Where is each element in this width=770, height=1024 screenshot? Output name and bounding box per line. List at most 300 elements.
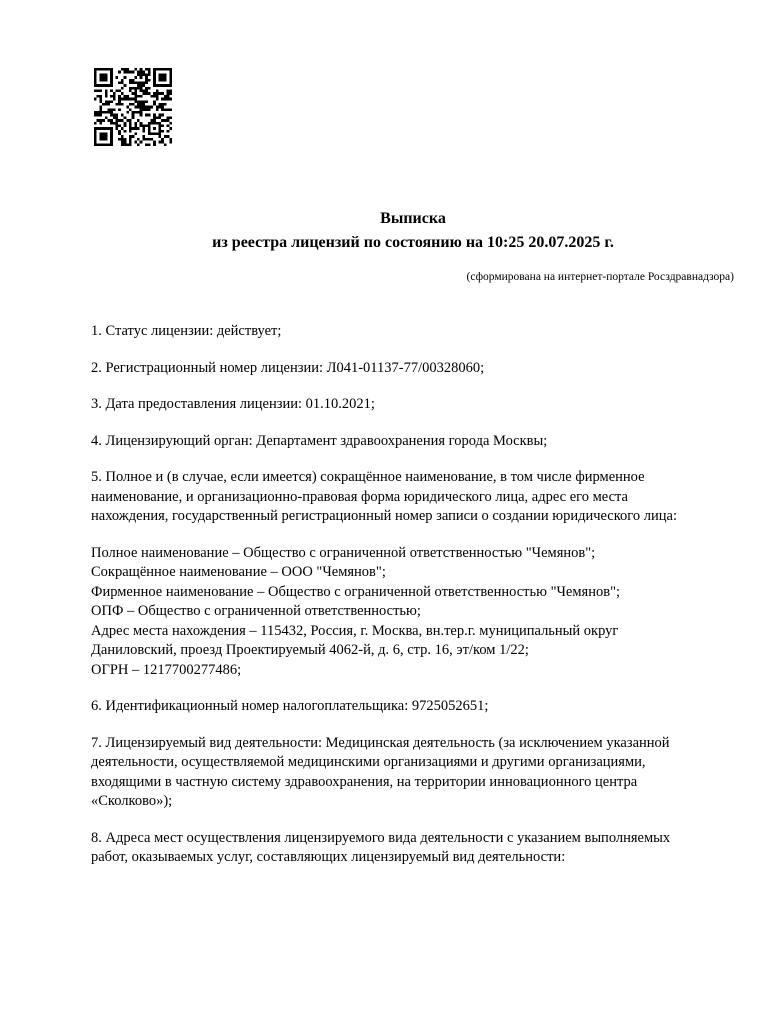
qr-module [102,111,105,114]
qr-module [161,124,164,127]
qr-module [169,108,172,111]
qr-module [121,98,124,101]
qr-module [129,108,132,111]
qr-module [142,92,145,95]
qr-module [159,103,162,106]
qr-module [153,127,156,130]
qr-module [132,79,135,82]
qr-module [167,90,170,93]
qr-module [150,119,153,122]
licensee-address-line2: Даниловский, проезд Проектируемый 4062-й, д. 6, стр. 16, эт/ком 1/22; [91,642,529,658]
qr-module [159,133,162,136]
qr-module [159,73,162,76]
qr-module [116,90,119,93]
qr-module [102,127,105,130]
qr-module [142,127,145,130]
qr-module [105,95,108,98]
qr-module [159,122,162,125]
qr-module [97,114,100,117]
qr-module [107,111,110,114]
qr-module [169,138,172,141]
qr-module [145,100,148,103]
qr-module [105,79,108,82]
qr-module [137,95,140,98]
qr-module [110,81,113,84]
qr-module [118,138,121,141]
qr-module [110,122,113,125]
qr-module [148,108,151,111]
qr-module [124,122,127,125]
qr-module [137,103,140,106]
qr-module [99,122,102,125]
qr-module [145,92,148,95]
qr-module [124,143,127,146]
qr-module [159,106,162,109]
qr-module [129,135,132,138]
qr-module [126,71,129,74]
qr-module [124,84,127,87]
qr-module [137,84,140,87]
qr-module [159,127,162,130]
qr-module [94,73,97,76]
document-title [0,208,770,254]
qr-module [169,76,172,79]
qr-module [137,71,140,74]
qr-module [99,76,102,79]
qr-module [148,124,151,127]
qr-module [153,114,156,117]
qr-module [140,124,143,127]
qr-module [150,138,153,141]
qr-module [99,135,102,138]
qr-module [153,79,156,82]
qr-module [110,119,113,122]
qr-module [145,114,148,117]
qr-module [94,122,97,125]
qr-module [169,79,172,82]
qr-module [145,108,148,111]
licensee-short-name: Сокращённое наименование – ООО "Чемянов"; [91,564,386,580]
qr-module [153,95,156,98]
qr-module [105,127,108,130]
item-addresses: 8. Адреса мест осуществления лицензируемого вида деятельности с указанием выполняемых работ, оказываемых услуг, составляющих лицензируемый вид деятельности: [91,829,671,865]
qr-module [134,90,137,93]
qr-module [97,84,100,87]
qr-module [148,73,151,76]
qr-module [129,127,132,130]
qr-module [140,68,143,71]
qr-module [145,81,148,84]
qr-module [161,76,164,79]
qr-module [137,87,140,90]
qr-module [140,95,143,98]
qr-module [159,130,162,133]
qr-module [110,76,113,79]
qr-module [137,119,140,122]
qr-module [94,141,97,144]
qr-module [140,73,143,76]
qr-module [102,84,105,87]
qr-module [121,87,124,90]
qr-module [102,119,105,122]
qr-module [105,84,108,87]
qr-module [129,90,132,93]
qr-module [156,84,159,87]
qr-module [134,98,137,101]
qr-module [159,135,162,138]
qr-module [94,133,97,136]
qr-module [110,138,113,141]
qr-module [118,71,121,74]
qr-module [169,73,172,76]
qr-module [142,108,145,111]
qr-module [110,133,113,136]
qr-module [94,79,97,82]
qr-module [169,71,172,74]
qr-module [153,84,156,87]
qr-module [169,92,172,95]
qr-module [134,92,137,95]
qr-module [142,71,145,74]
qr-module [159,92,162,95]
qr-module [169,84,172,87]
qr-module [126,68,129,71]
qr-module [167,84,170,87]
qr-module [161,84,164,87]
qr-module [134,68,137,71]
qr-module [159,124,162,127]
qr-module [156,68,159,71]
qr-module [124,141,127,144]
qr-module [140,114,143,117]
qr-module [118,119,121,122]
qr-module [169,116,172,119]
qr-module [94,71,97,74]
qr-code-icon [94,68,172,146]
qr-module [161,92,164,95]
qr-module [124,68,127,71]
qr-module [118,95,121,98]
qr-module [164,103,167,106]
qr-module [164,84,167,87]
qr-module [134,76,137,79]
qr-module [153,133,156,136]
qr-module [132,114,135,117]
qr-module [126,119,129,122]
qr-module [121,119,124,122]
qr-module [102,73,105,76]
qr-module [105,76,108,79]
qr-module [140,100,143,103]
qr-module [169,141,172,144]
qr-module [113,95,116,98]
qr-module [145,143,148,146]
qr-module [110,135,113,138]
document-body [91,322,731,885]
qr-module [118,100,121,103]
qr-module [142,100,145,103]
qr-module [110,68,113,71]
qr-module [134,106,137,109]
qr-module [99,138,102,141]
qr-module [121,141,124,144]
qr-module [124,138,127,141]
qr-module [107,68,110,71]
qr-module [167,98,170,101]
qr-module [116,127,119,130]
qr-module [140,71,143,74]
qr-module [110,111,113,114]
qr-module [124,124,127,127]
qr-module [153,141,156,144]
qr-module [129,119,132,122]
qr-module [99,79,102,82]
qr-module [124,76,127,79]
qr-module [153,103,156,106]
qr-module [148,130,151,133]
qr-module [142,138,145,141]
qr-module [134,111,137,114]
item-authority: 4. Лицензирующий орган: Департамент здравоохранения города Москвы; [91,432,548,449]
qr-module [140,90,143,93]
qr-module [105,103,108,106]
qr-module [99,111,102,114]
qr-module [99,127,102,130]
qr-module [161,119,164,122]
qr-module [164,135,167,138]
qr-module [116,119,119,122]
qr-module [105,73,108,76]
qr-module [116,76,119,79]
qr-module [107,84,110,87]
qr-module [134,124,137,127]
licensee-details [91,544,731,681]
qr-module [140,122,143,125]
qr-module [116,116,119,119]
qr-module [124,116,127,119]
qr-module [159,114,162,117]
qr-module [113,98,116,101]
qr-module [140,103,143,106]
qr-module [110,71,113,74]
qr-module [164,68,167,71]
qr-module [142,103,145,106]
qr-module [137,73,140,76]
qr-module [102,138,105,141]
qr-module [116,114,119,117]
qr-module [94,76,97,79]
qr-module [164,76,167,79]
qr-module [145,106,148,109]
qr-module [110,130,113,133]
qr-module [110,100,113,103]
item-reg-number: 2. Регистрационный номер лицензии: Л041-01137-77/00328060; [91,359,485,376]
qr-module [129,87,132,90]
qr-module [121,103,124,106]
licensee-address-line1: Адрес места нахождения – 115432, Россия, г. Москва, вн.тер.г. муниципальный округ [91,622,619,639]
qr-module [97,111,100,114]
qr-module [134,127,137,130]
qr-module [99,143,102,146]
qr-module [124,71,127,74]
portal-note: (сформирована на интернет-портале Росздравнадзора) [466,271,734,283]
qr-module [129,81,132,84]
qr-module [102,143,105,146]
qr-module [169,81,172,84]
qr-module [102,76,105,79]
qr-module [107,119,110,122]
qr-module [137,111,140,114]
qr-module [153,119,156,122]
item-activity: 7. Лицензируемый вид деятельности: Медицинская деятельность (за исключением указанной деятельности, осуществляемой медицинскими организациями и другими организациями, входящими в частную систему здравоохранения, на территории инновационного центра «Сколково»); [91,734,670,809]
qr-module [153,81,156,84]
qr-module [161,73,164,76]
qr-module [105,116,108,119]
qr-module [94,81,97,84]
qr-module [129,143,132,146]
qr-module [121,79,124,82]
qr-module [137,81,140,84]
qr-module [140,108,143,111]
qr-module [159,84,162,87]
qr-module [150,122,153,125]
qr-module [134,133,137,136]
qr-module [156,92,159,95]
qr-module [142,81,145,84]
qr-module [145,87,148,90]
qr-module [164,98,167,101]
qr-module [110,95,113,98]
qr-module [113,116,116,119]
qr-module [156,133,159,136]
qr-module [137,143,140,146]
qr-module [118,81,121,84]
qr-module [94,143,97,146]
qr-module [164,73,167,76]
qr-module [148,122,151,125]
qr-module [116,122,119,125]
qr-module [156,90,159,93]
qr-module [148,133,151,136]
qr-module [105,92,108,95]
qr-module [94,114,97,117]
qr-module [159,141,162,144]
licensee-ogrn: ОГРН – 1217700277486; [91,661,242,678]
qr-module [110,127,113,130]
qr-module [161,130,164,133]
qr-module [99,90,102,93]
qr-module [94,127,97,130]
qr-module [169,90,172,93]
qr-module [97,95,100,98]
qr-module [164,119,167,122]
qr-module [126,98,129,101]
item-status: 1. Статус лицензии: действует; [91,323,282,339]
licensee-full-name: Полное наименование – Общество с ограниченной ответственностью "Чемянов"; [91,544,596,561]
qr-module [161,141,164,144]
qr-module [126,143,129,146]
qr-module [94,90,97,93]
qr-module [140,87,143,90]
qr-module [134,122,137,125]
qr-module [140,76,143,79]
qr-module [121,92,124,95]
qr-module [99,108,102,111]
licensee-brand-name: Фирменное наименование – Общество с ограниченной ответственностью "Чемянов"; [91,583,621,600]
qr-module [97,68,100,71]
item-names-intro: 5. Полное и (в случае, если имеется) сокращённое наименование, в том числе фирменное наименование, и организационно-правовая форма юридического лица, адрес его места нахождения, государственный регистрационный номер записи о создании юридического лица: [91,469,677,524]
qr-module [134,100,137,103]
qr-module [148,143,151,146]
qr-module [94,111,97,114]
qr-module [142,90,145,93]
qr-module [105,68,108,71]
qr-module [134,81,137,84]
qr-module [167,130,170,133]
qr-module [137,127,140,130]
qr-module [132,127,135,130]
qr-module [121,81,124,84]
qr-module [94,135,97,138]
qr-module [94,130,97,133]
qr-module [132,135,135,138]
qr-module [153,76,156,79]
qr-module [140,111,143,114]
qr-module [145,73,148,76]
qr-module [161,106,164,109]
qr-module [142,130,145,133]
qr-module [129,130,132,133]
qr-module [113,92,116,95]
qr-module [121,138,124,141]
qr-module [129,122,132,125]
qr-module [126,111,129,114]
qr-module [156,95,159,98]
qr-module [148,127,151,130]
qr-module [167,95,170,98]
qr-module [132,92,135,95]
qr-module [94,68,97,71]
qr-module [126,95,129,98]
qr-module [164,95,167,98]
qr-module [140,81,143,84]
qr-module [113,114,116,117]
qr-module [129,138,132,141]
qr-module [153,143,156,146]
qr-module [161,79,164,82]
qr-module [110,79,113,82]
qr-module [110,84,113,87]
qr-module [105,90,108,93]
qr-module [134,95,137,98]
qr-module [116,103,119,106]
qr-module [148,92,151,95]
qr-module [97,119,100,122]
qr-module [150,106,153,109]
qr-module [99,106,102,109]
qr-module [167,92,170,95]
qr-module [94,98,97,101]
qr-module [145,138,148,141]
qr-module [129,98,132,101]
qr-module [137,138,140,141]
qr-module [118,103,121,106]
qr-module [132,98,135,101]
qr-module [148,79,151,82]
qr-module [97,127,100,130]
qr-module [99,98,102,101]
qr-module [167,68,170,71]
